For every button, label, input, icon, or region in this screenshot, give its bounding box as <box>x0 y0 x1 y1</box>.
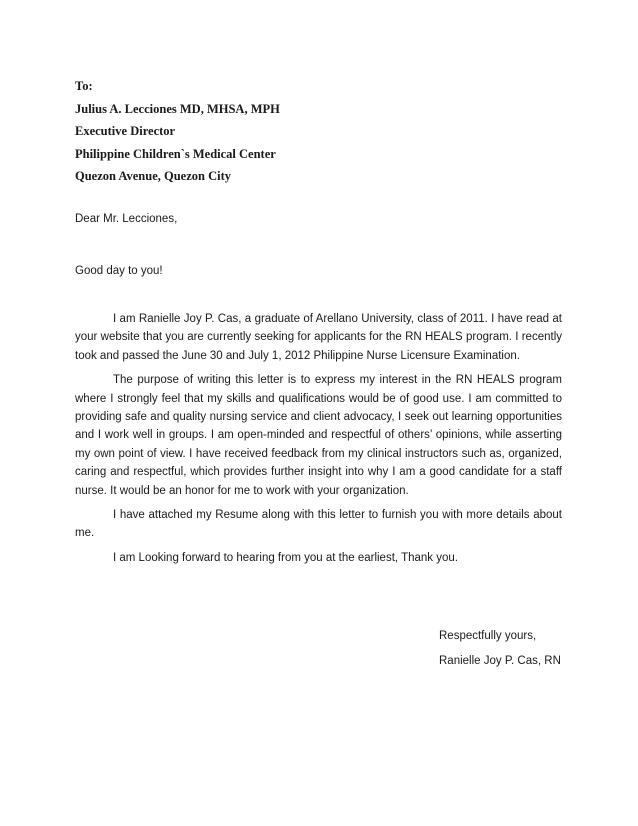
body-paragraph: I am Ranielle Joy P. Cas, a graduate of Arellano University, class of 2011. I have read at your website that you are currently seeking for applicants for the RN HEALS program. I recently took and passed the June 30 and July 1, 2012 Philippine Nurse Licensure Examination. <box>75 313 562 362</box>
recipient-organization: Philippine Children`s Medical Center <box>75 146 276 161</box>
greeting: Good day to you! <box>75 265 163 277</box>
to-label: To: <box>75 79 93 93</box>
closing-phrase: Respectfully yours, <box>439 630 537 642</box>
recipient-address: Quezon Avenue, Quezon City <box>75 169 232 183</box>
body-paragraph: I have attached my Resume along with this letter to furnish you with more details about me. <box>75 509 562 540</box>
body-paragraph: I am Looking forward to hearing from you at the earliest, Thank you. <box>113 551 458 564</box>
recipient-name: Julius A. Lecciones MD, MHSA, MPH <box>75 101 280 116</box>
closing-block <box>439 627 561 677</box>
letter-body <box>75 310 562 573</box>
recipient-title: Executive Director <box>75 124 176 138</box>
salutation: Dear Mr. Lecciones, <box>75 213 178 225</box>
body-paragraph: The purpose of writing this letter is to express my interest in the RN HEALS program where I strongly feel that my skills and qualifications would be of good use. I am committed to providing safe and quality nursing service and client advocacy, I seek out learning opportunities and I work well in groups. I am open-minded and respectful of others’ opinions, while asserting my own point of view. I have received feedback from my clinical instructors such as, organized, caring and respectful, which provides further insight into why I am a good candidate for a staff nurse. It would be an honor for me to work with your organization. <box>75 374 562 497</box>
signature-name: Ranielle Joy P. Cas, RN <box>439 655 561 667</box>
recipient-block <box>75 75 280 188</box>
